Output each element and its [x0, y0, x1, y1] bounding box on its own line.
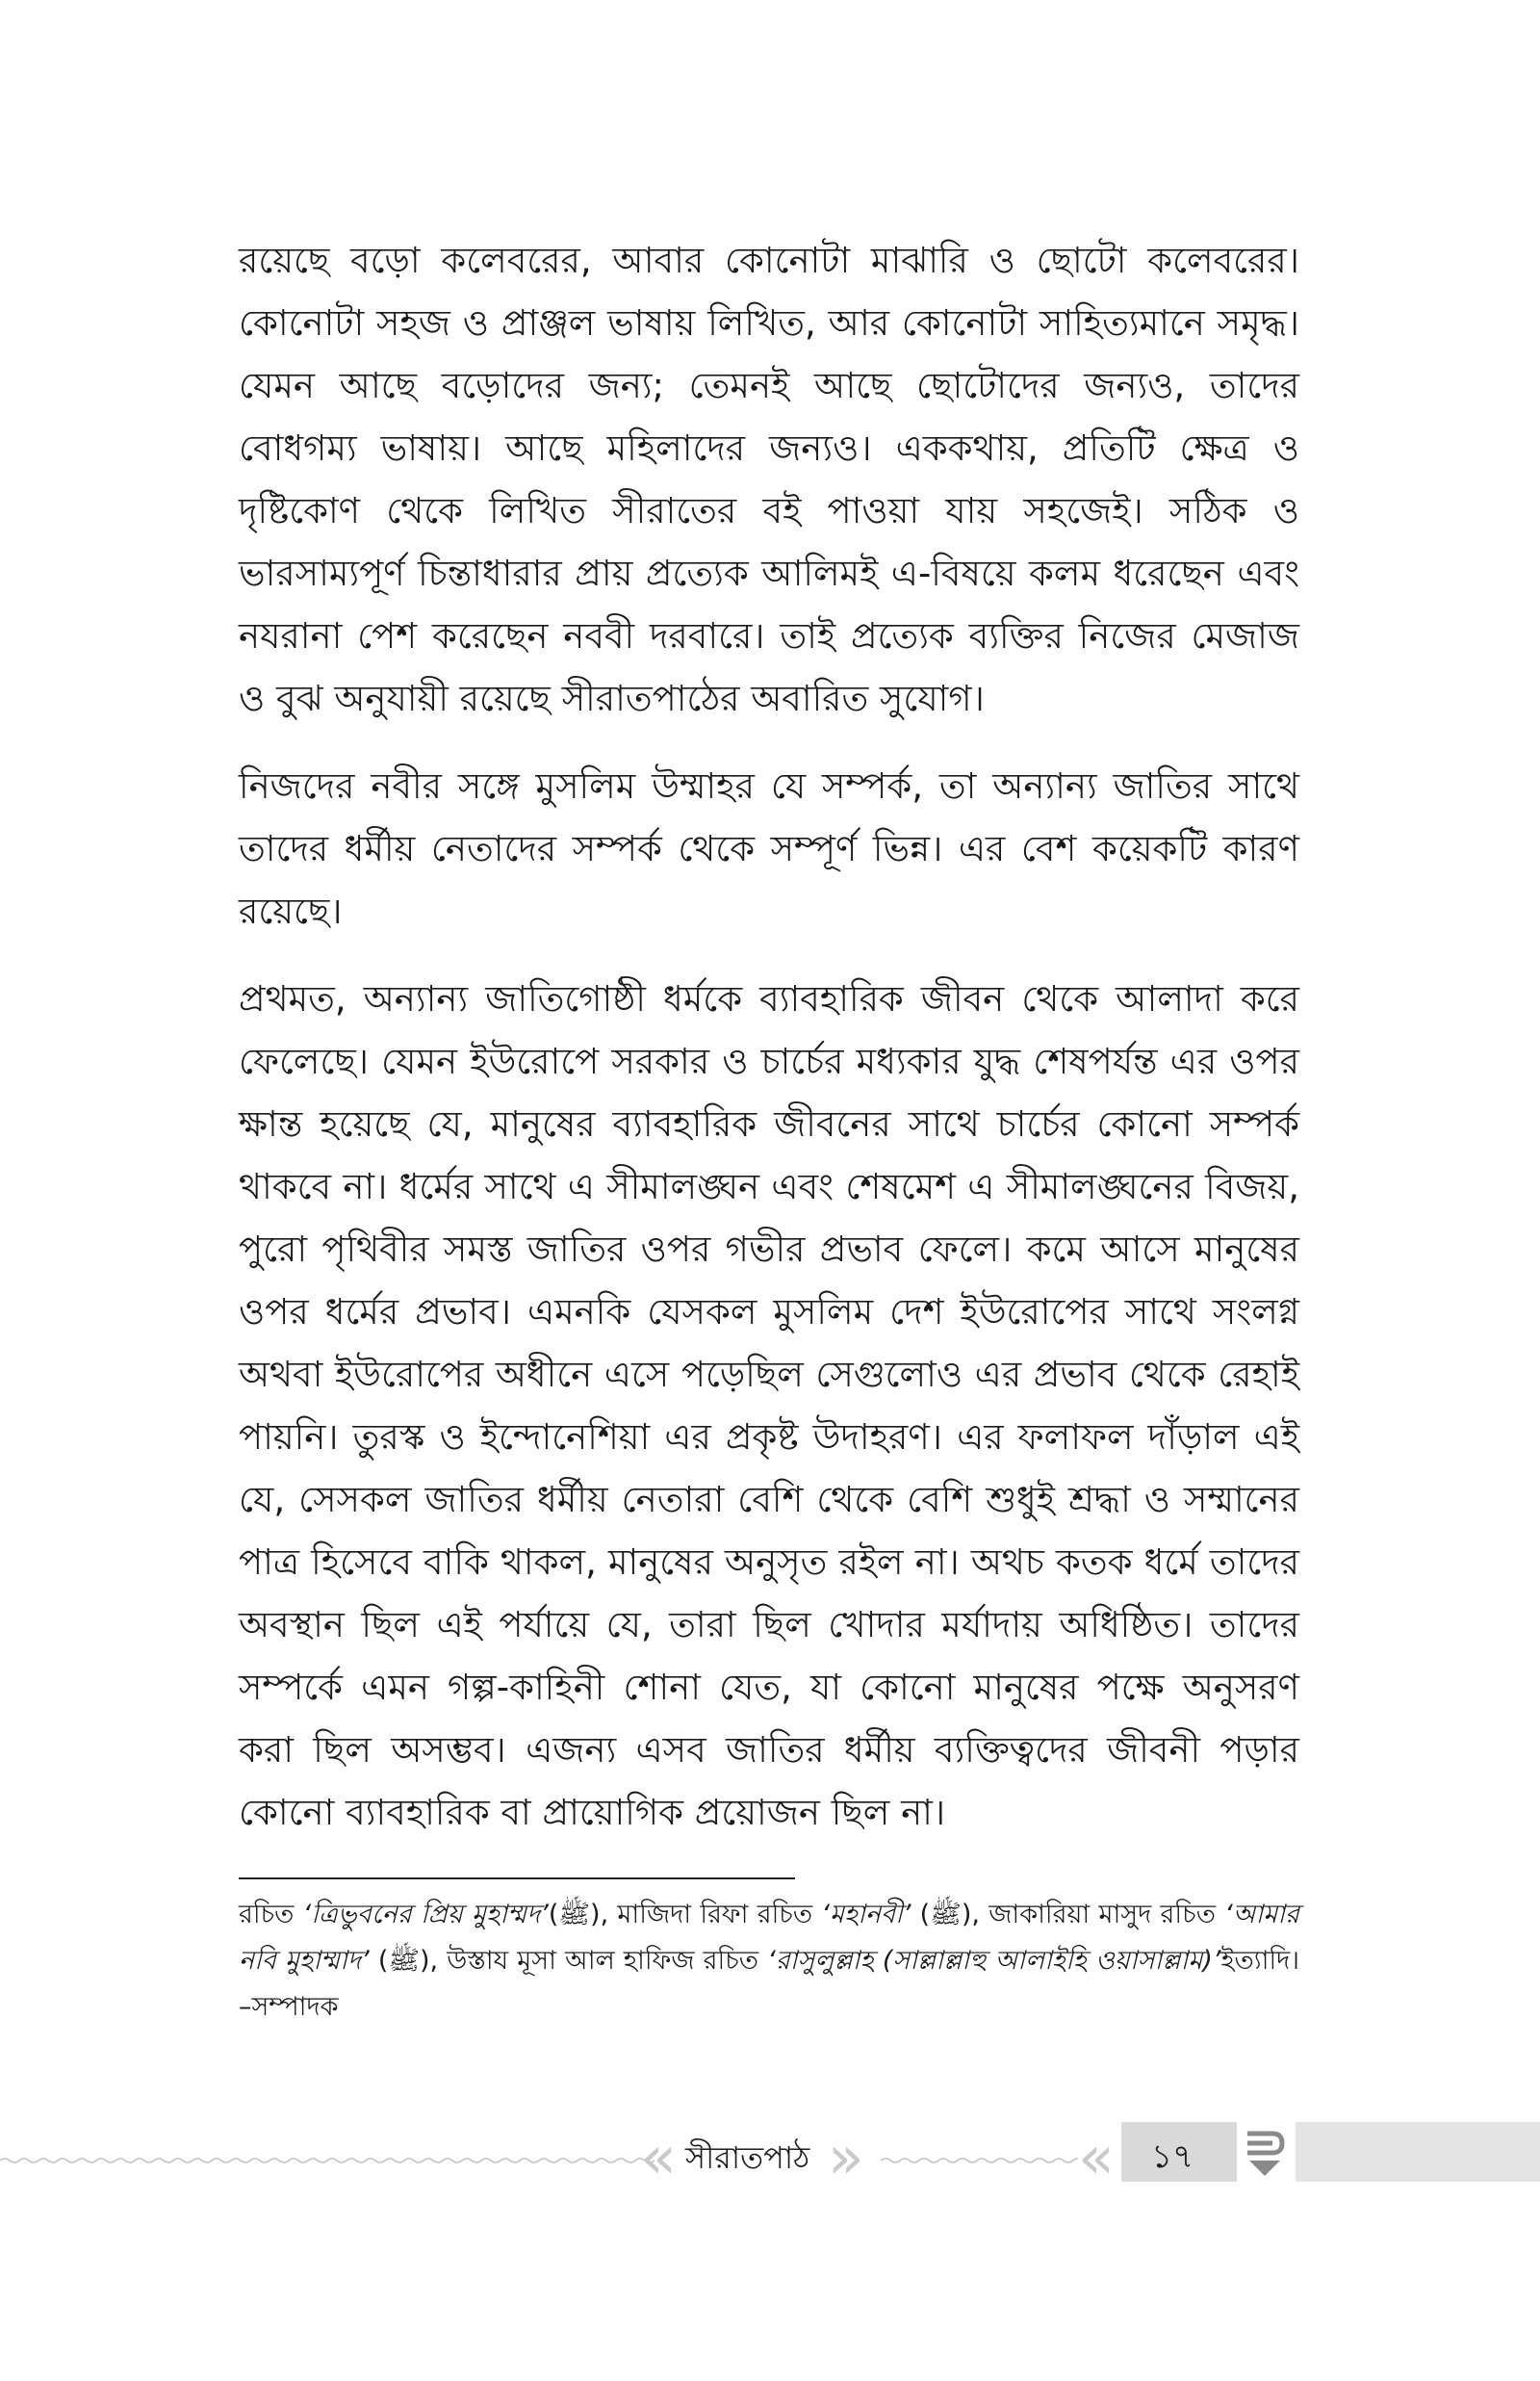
footnote-text: রচিত: [239, 1900, 303, 1929]
footer-bar: [1296, 2122, 1540, 2182]
book-reference: ‘মহানবী’: [821, 1900, 911, 1929]
page-arrow-icon: [1244, 2122, 1286, 2182]
footnote-divider: [239, 1877, 795, 1879]
page-footer: [0, 2118, 1540, 2205]
footnote-text: ইত্যাদি। –সম্পাদক: [239, 1946, 1300, 2022]
chevron-right-icon: »: [828, 2122, 864, 2192]
footnote-text: (ﷺ), মাজিদা রিফা রচিত: [548, 1900, 822, 1929]
book-reference: ‘ত্রিভুবনের প্রিয় মুহাম্মদ’: [302, 1900, 549, 1929]
paragraph: রয়েছে বড়ো কলেবরের, আবার কোনোটা মাঝারি ও ছোটো কলেবরের। কোনোটা সহজ ও প্রাঞ্জল ভাষায় লিখিত, আর কোনোটা সাহিত্যমানে সমৃদ্ধ। যেমন আছে বড়োদের জন্য; তেমনই আছে ছোটোদের জন্যও, তাদের বোধগম্য ভাষায়। আছে মহিলাদের জন্যও। এককথায়, প্রতিটি ক্ষেত্র ও দৃষ্টিকোণ থেকে লিখিত সীরাতের বই পাওয়া যায় সহজেই। সঠিক ও ভারসাম্যপূর্ণ চিন্তাধারার প্রায় প্রত্যেক আলিমই এ-বিষয়ে কলম ধরেছেন এবং নযরানা পেশ করেছেন নববী দরবারে। তাই প্রত্যেক ব্যক্তির নিজের মেজাজ ও বুঝ অনুযায়ী রয়েছে সীরাতপাঠের অবারিত সুযোগ।: [239, 240, 1299, 719]
book-reference: ‘রাসুলুল্লাহ (সাল্লাল্লাহু আলাইহি ওয়াসাল্লাম)’: [767, 1946, 1221, 1976]
footnote: [239, 1892, 1299, 2031]
wavy-line-left: [0, 2157, 654, 2164]
chevron-left-icon: «: [640, 2122, 677, 2192]
page-number: ১৭: [1151, 2137, 1194, 2176]
paragraph: প্রথমত, অন্যান্য জাতিগোষ্ঠী ধর্মকে ব্যাবহারিক জীবন থেকে আলাদা করে ফেলেছে। যেমন ইউরোপে সরকার ও চার্চের মধ্যকার যুদ্ধ শেষপর্যন্ত এর ওপর ক্ষান্ত হয়েছে যে, মানুষের ব্যাবহারিক জীবনের সাথে চার্চের কোনো সম্পর্ক থাকবে না। ধর্মের সাথে এ সীমালঙ্ঘন এবং শেষমেশ এ সীমালঙ্ঘনের বিজয়, পুরো পৃথিবীর সমস্ত জাতির ওপর গভীর প্রভাব ফেলে। কমে আসে মানুষের ওপর ধর্মের প্রভাব। এমনকি যেসকল মুসলিম দেশ ইউরোপের সাথে সংলগ্ন অথবা ইউরোপের অধীনে এসে পড়েছিল সেগুলোও এর প্রভাব থেকে রেহাই পায়নি। তুরস্ক ও ইন্দোনেশিয়া এর প্রকৃষ্ট উদাহরণ। এর ফলাফল দাঁড়াল এই যে, সেসকল জাতির ধর্মীয় নেতারা বেশি থেকে বেশি শুধুই শ্রদ্ধা ও সম্মানের পাত্র হিসেবে বাকি থাকল, মানুষের অনুসৃত রইল না। অথচ কতক ধর্মে তাদের অবস্থান ছিল এই পর্যায়ে যে, তারা ছিল খোদার মর্যাদায় অধিষ্ঠিত। তাদের সম্পর্কে এমন গল্প-কাহিনী শোনা যেত, যা কোনো মানুষের পক্ষে অনুসরণ করা ছিল অসম্ভব। এজন্য এসব জাতির ধর্মীয় ব্যক্তিত্বদের জীবনী পড়ার কোনো ব্যাবহারিক বা প্রায়োগিক প্রয়োজন ছিল না।: [239, 978, 1299, 1833]
chevron-left-icon: «: [1078, 2122, 1115, 2192]
wavy-line-right: [881, 2157, 1078, 2164]
footnote-text: (ﷺ), জাকারিয়া মাসুদ রচিত: [911, 1900, 1225, 1929]
book-reference: ‘আমার নবি মুহাম্মাদ’: [239, 1900, 1299, 1976]
main-text: [239, 229, 1299, 1869]
running-title: সীরাতপাঠ: [685, 2139, 810, 2176]
footnote-text: (ﷺ), উস্তায মূসা আল হাফিজ রচিত: [369, 1946, 768, 1976]
paragraph: নিজদের নবীর সঙ্গে মুসলিম উম্মাহর যে সম্পর্ক, তা অন্যান্য জাতির সাথে তাদের ধর্মীয় নেতাদের সম্পর্ক থেকে সম্পূর্ণ ভিন্ন। এর বেশ কয়েকটি কারণ রয়েছে।: [239, 765, 1300, 932]
